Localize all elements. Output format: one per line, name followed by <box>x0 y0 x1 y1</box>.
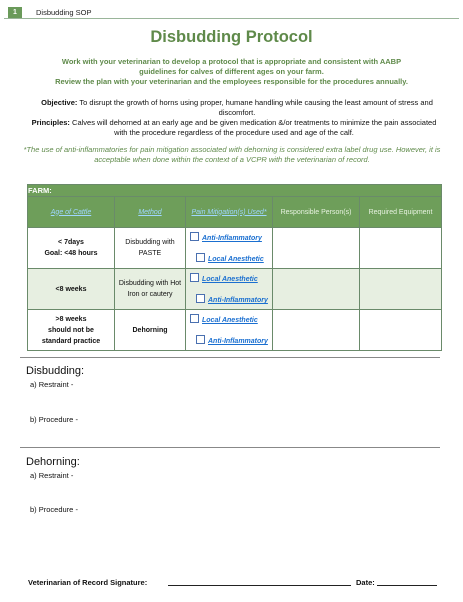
responsible-person-cell[interactable] <box>273 228 360 269</box>
protocol-table <box>27 184 442 351</box>
checkbox-icon[interactable] <box>196 253 205 262</box>
signature-line[interactable] <box>168 585 351 586</box>
date-line[interactable] <box>377 585 437 586</box>
column-header-method[interactable]: Method <box>115 197 186 228</box>
page-title: Disbudding Protocol <box>150 28 313 46</box>
table-header-row <box>28 197 442 228</box>
divider <box>20 447 440 448</box>
objective-label: Objective: <box>41 98 78 107</box>
column-header-age[interactable]: Age of Cattle <box>28 197 115 228</box>
pain-option[interactable] <box>190 314 258 324</box>
pain-option[interactable] <box>196 335 268 345</box>
method-cell: Disbudding with Hot Iron or cautery <box>115 269 186 310</box>
pain-option-label: Anti-Inflammatory <box>208 338 268 345</box>
required-equipment-cell[interactable] <box>360 228 442 269</box>
dehorning-procedure-label: b) Procedure - <box>30 505 78 514</box>
objective-text: To disrupt the growth of horns using proper, humane handling while causing the least amount of stress and discomfort. <box>79 98 433 117</box>
intro-line: Work with your veterinarian to develop a protocol that is appropriate and consistent with AABP <box>61 57 402 66</box>
intro-line: Review the plan with your veterinarian and the employees responsible for the procedures annually. <box>55 77 408 86</box>
page-number: 1 <box>8 7 22 18</box>
signature-label: Veterinarian of Record Signature: <box>28 578 148 587</box>
intro-text <box>20 57 443 87</box>
required-equipment-cell[interactable] <box>360 310 442 351</box>
pain-mitigation-cell <box>186 228 273 269</box>
method-cell: Dehorning <box>115 310 186 351</box>
objective-paragraph <box>32 98 442 118</box>
disbudding-restraint-label: a) Restraint - <box>30 380 74 389</box>
checkbox-icon[interactable] <box>190 273 199 282</box>
pain-mitigation-cell <box>186 310 273 351</box>
pain-option-label: Anti-Inflammatory <box>208 297 268 304</box>
checkbox-icon[interactable] <box>196 294 205 303</box>
checkbox-icon[interactable] <box>196 335 205 344</box>
column-header-pain-mitigation[interactable]: Pain Mitigation(s) Used* <box>186 197 273 228</box>
dehorning-restraint-label: a) Restraint - <box>30 471 74 480</box>
table-row <box>28 269 442 310</box>
disbudding-section-title: Disbudding: <box>26 365 85 377</box>
dehorning-section-title: Dehorning: <box>26 456 80 468</box>
pain-option-label: Anti-Inflammatory <box>202 235 262 242</box>
extra-label-note: *The use of anti-inflammatories for pain mitigation associated with dehorning is considered extra label drug use. However, it is acceptable when done within the context of a VCPR with the veterinarian of record. <box>23 145 441 164</box>
pain-option[interactable] <box>190 232 262 242</box>
table-row <box>28 310 442 351</box>
checkbox-icon[interactable] <box>190 232 199 241</box>
table-row <box>28 228 442 269</box>
method-cell: Disbudding with PASTE <box>115 228 186 269</box>
pain-option-label: Local Anesthetic <box>202 276 258 283</box>
age-cell: < 7days Goal: <48 hours <box>28 228 115 269</box>
intro-line: guidelines for calves of different ages on your farm. <box>139 67 324 76</box>
document-header-title: Disbudding SOP <box>36 8 92 17</box>
pain-option[interactable] <box>196 253 264 263</box>
farm-field[interactable]: FARM: <box>28 185 442 197</box>
pain-option[interactable] <box>190 273 258 283</box>
pain-option[interactable] <box>196 294 268 304</box>
principles-paragraph <box>24 118 444 138</box>
column-header-equipment: Required Equipment <box>360 197 442 228</box>
disbudding-procedure-label: b) Procedure - <box>30 415 78 424</box>
pain-mitigation-cell <box>186 269 273 310</box>
checkbox-icon[interactable] <box>190 314 199 323</box>
column-header-responsible: Responsible Person(s) <box>273 197 360 228</box>
responsible-person-cell[interactable] <box>273 310 360 351</box>
pain-option-label: Local Anesthetic <box>202 317 258 324</box>
principles-label: Principles: <box>31 118 70 127</box>
principles-text: Calves will dehorned at an early age and be given medication &/or treatments to minimize the pain associated with the procedure regardless of the procedure used and age of the calf. <box>72 118 437 137</box>
responsible-person-cell[interactable] <box>273 269 360 310</box>
required-equipment-cell[interactable] <box>360 269 442 310</box>
farm-row <box>28 185 442 197</box>
page-header <box>4 4 459 19</box>
date-label: Date: <box>356 578 375 587</box>
pain-option-label: Local Anesthetic <box>208 256 264 263</box>
divider <box>20 357 440 358</box>
age-cell: <8 weeks <box>28 269 115 310</box>
age-cell: >8 weeks should not be standard practice <box>28 310 115 351</box>
